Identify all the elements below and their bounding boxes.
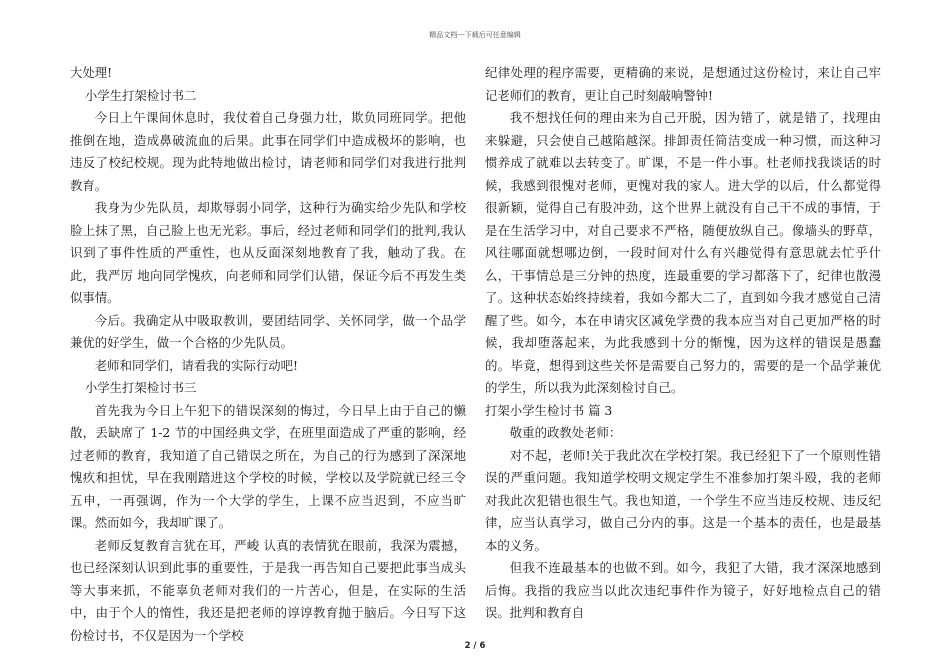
section-heading: 小学生打架检讨书三 (84, 380, 197, 395)
page-header: 精品文档---下载后可任意编辑 (429, 31, 521, 39)
paragraph: 但我不连最基本的也做不到。如今，我犯了大错，我才深深地感到后悔。我指的我应当以此次违纪事件作为镜子，好好地检点自己的错误。批判和教育自 (485, 560, 881, 620)
paragraph: 我不想找任何的理由来为自己开脱，因为错了，就是错了，找理由来躲避，只会使自己越陷越深。排卸责任简洁变成一种习惯，而这种习惯养成了就难以去转变了。旷课，不是一件小事。杜老师找我谈话的时候，我感到很愧对老师，更愧对我的家人。进大学的以后，什么都觉得很新颖，觉得自己有股冲劲，这个世界上就没有自己干不成的事情，于是在生活学习中，对自己要求不严格，随便放纵自己。像墙头的野草，风往哪面就想哪边倒，一段时间对什么有兴趣觉得有意思就去忙乎什么，干事情总是三分钟的热度，连最重要的学习都落下了，纪律也散漫了。这种状态始终持续着，我如今都大二了，直到如今我才感觉自己清醒了些。如今，本在申请灾区减免学费的我本应当对自己更加严格的时候，我却堕落起来，为此我感到十分的惭愧，因为这样的错误是愚蠢的。毕竟，想得到这些关怀是需要自己努力的，需要的是一个品学兼优的学生，所以我为此深刻检讨自己。 (485, 110, 881, 395)
section-heading: 打架小学生检讨书 篇 3 (485, 402, 613, 418)
paragraph: 大处理! (70, 65, 113, 80)
page-number: 2 / 6 (464, 641, 486, 651)
paragraph: 今后。我确定从中吸取教训，要团结同学、关怀同学，做一个品学兼优的好学生，做一个合格的少先队员。 (70, 312, 466, 350)
paragraph: 老师反复教育言犹在耳，严峻 认真的表情犹在眼前，我深为震撼，也已经深刻认识到此事的重要性，于是我一再告知自己要把此事当成头等大事来抓，不能辜负老师对我们的一片苦心，但是，在实际的生活中，由于个人的惰性，我还是把老师的谆谆教育抛于脑后。今日写下这份检讨书，不仅是因为一个学校 (70, 537, 466, 643)
paragraph: 首先我为今日上午犯下的错误深刻的悔过，今日早上由于自己的懒散，丢缺席了 1-2 节的中国经典文学，在班里面造成了严重的影响，经过老师的教育，我知道了自己错误之所在，为自己的行为感到了深深地愧疚和担忧，早在我刚踏进这个学校的时候，学校以及学院就已经三令五申，一再强调，作为一个大学的学生，上课不应当迟到，不应当旷课。然而如今，我却旷课了。 (70, 402, 466, 530)
left-column (70, 62, 466, 647)
paragraph: 对不起，老师!关于我此次在学校打架。我已经犯下了一个原则性错误的严重问题。我知道学校明文规定学生不准参加打架斗殴，我的老师对我此次犯错也很生气。我也知道，一个学生不应当违反校规、违反纪律，应当认真学习，做自己分内的事。这是一个基本的责任，也是最基本的义务。 (485, 447, 881, 553)
paragraph: 今日上午课间休息时，我仗着自己身强力壮，欺负同班同学。把他推倒在地，造成鼻破流血的后果。此事在同学们中造成极坏的影响，也违反了校纪校规。现为此特地做出检讨，请老师和同学们对我进行批判教育。 (70, 110, 466, 193)
right-column (485, 62, 881, 625)
paragraph: 敬重的政教处老师： (509, 425, 622, 440)
paragraph: 纪律处理的程序需要，更精确的来说，是想通过这份检讨，来让自己牢记老师们的教育，更让自己时刻敲响警钟! (485, 65, 881, 103)
section-heading: 小学生打架检讨书二 (84, 87, 197, 103)
paragraph: 我身为少先队员，却欺辱弱小同学，这种行为确实给少先队和学校脸上抹了黑，自己脸上也无光彩。事后，经过老师和同学们的批判,我认识到了事件性质的严重性，也从反面深刻地教育了我，触动了我。在此，我严厉 地向同学愧疚，向老师和同学们认错，保证今后不再发生类似事情。 (70, 200, 466, 305)
paragraph: 老师和同学们，请看我的实际行动吧! (94, 357, 299, 373)
